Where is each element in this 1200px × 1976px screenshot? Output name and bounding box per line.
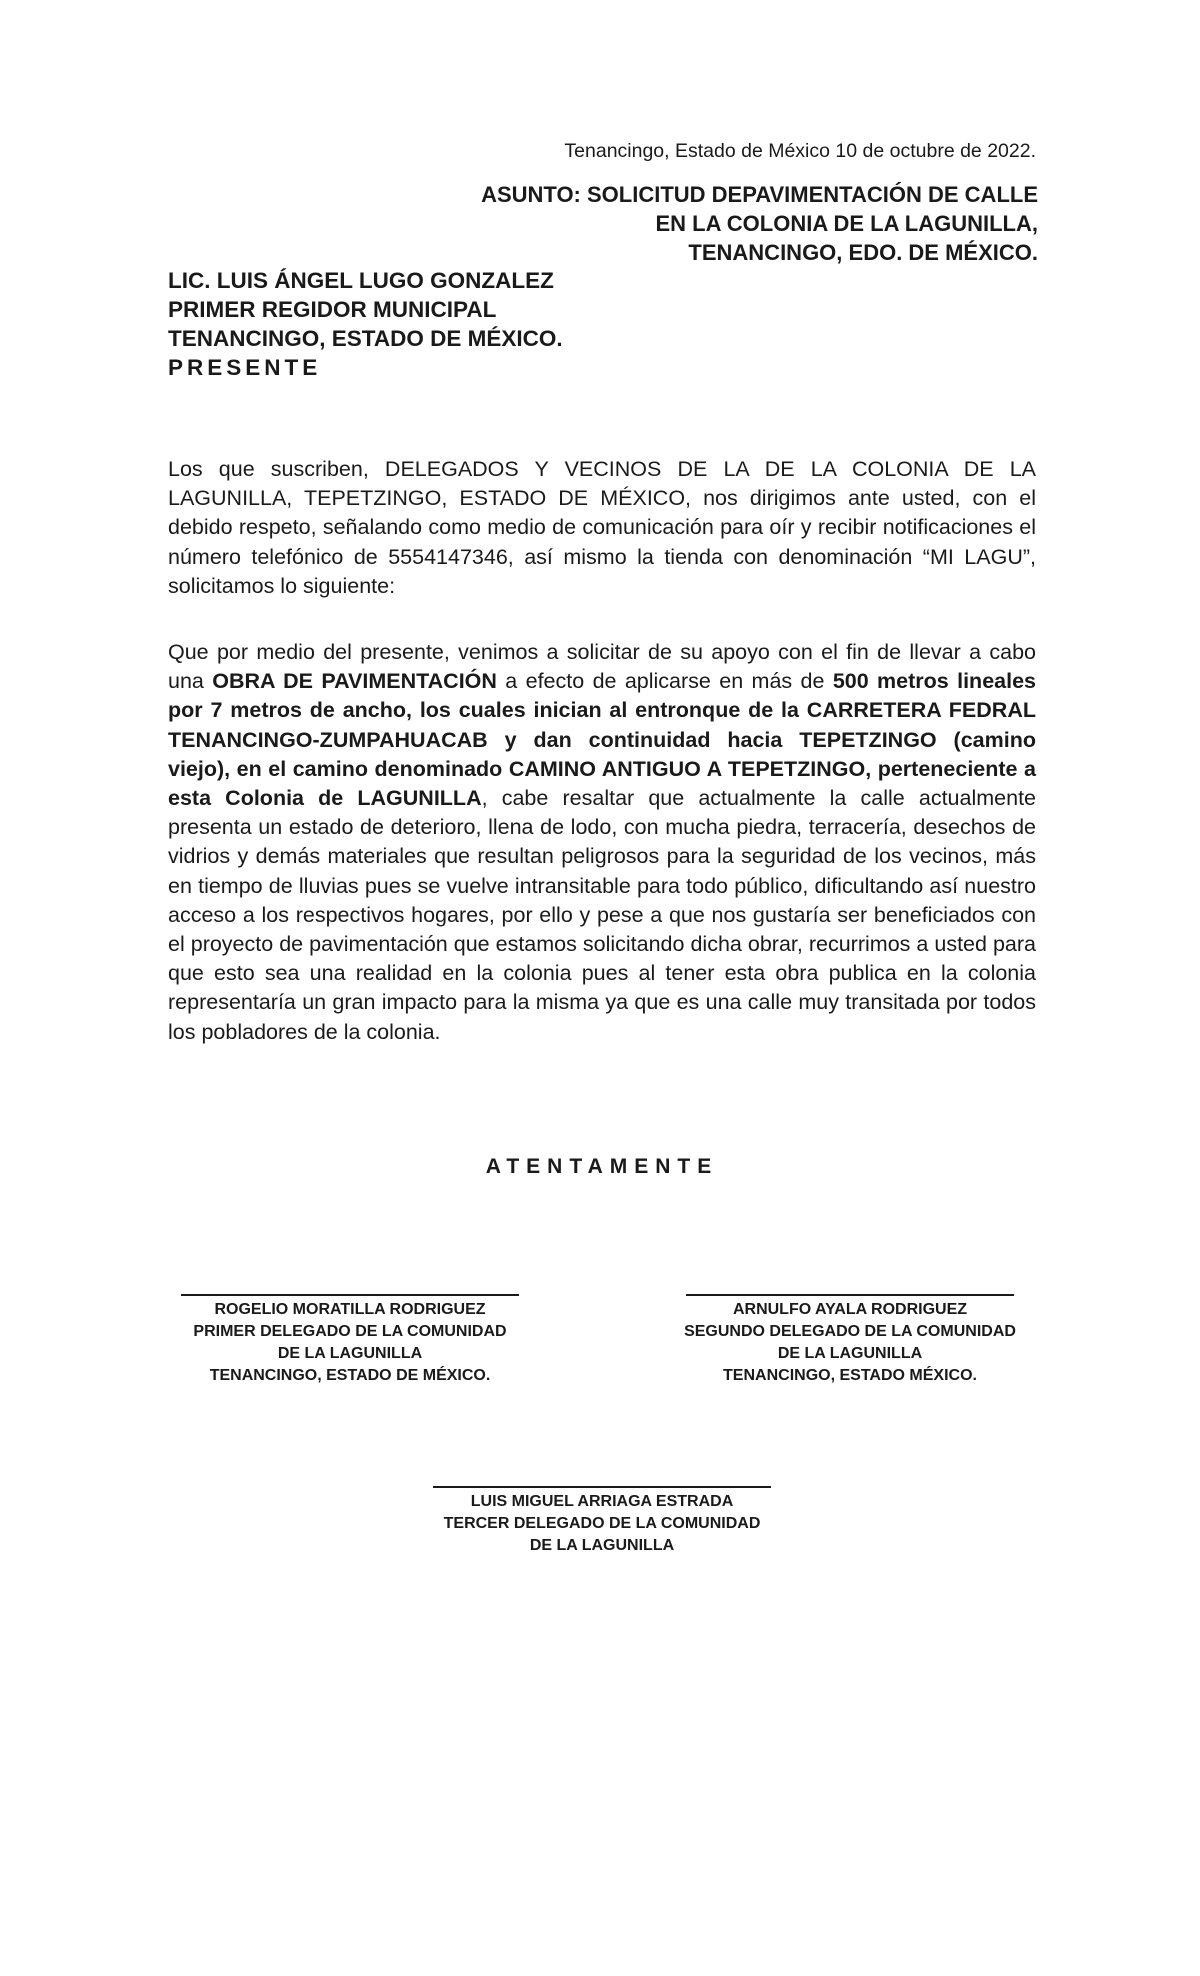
request-text-3: , cabe resaltar que actualmente la calle actualmente presenta un estado de deterioro, llena de lodo, con mucha piedra, terracería, desechos de vidrios y demás materiales que resultan peligrosos para la seguridad de los vecinos, más en tiempo de lluvias pues se vuelve intransitable para todo público, dificultando así nuestro acceso a los respectivos hogares, por ello y pese a que nos gustaría ser beneficiados con el proyecto de pavimentación que estamos solicitando dicha obrar, recurrimos a usted para que esto sea una realidad en la colonia pues al tener esta obra publica en la colonia representaría un gran impacto para la misma ya que es una calle muy transitada por todos los pobladores de la colonia. [168, 786, 1037, 1044]
signatory-name-1: ROGELIO MORATILLA RODRIGUEZ [214, 1301, 486, 1318]
signatory-role-3: TERCER DELEGADO DE LA COMUNIDAD [443, 1515, 761, 1532]
addressee-block [168, 266, 563, 382]
request-text-2: a efecto de aplicarse en más de [496, 669, 833, 694]
intro-paragraph: Los que suscriben, DELEGADOS Y VECINOS DE LA DE LA COLONIA DE LA LAGUNILLA, TEPETZINGO, ESTADO DE MÉXICO, nos dirigimos ante usted, con el debido respeto, señalando como medio de comunicación para oír y recibir notificaciones el número telefónico de 5554147346, así mismo la tienda con denominación “MI LAGU”, solicitamos lo siguiente: [168, 457, 1036, 598]
addressee-name: LIC. LUIS ÁNGEL LUGO GONZALEZ [168, 268, 554, 293]
addressee-location: TENANCINGO, ESTADO DE MÉXICO. [168, 326, 563, 351]
request-text-1: Que por medio del presente, venimos a solicitar de su apoyo con el fin de llevar a cabo una [168, 640, 1036, 694]
signature-line-2 [686, 1294, 1014, 1296]
signatory-location-1: TENANCINGO, ESTADO DE MÉXICO. [209, 1367, 491, 1384]
subject-line-3: TENANCINGO, EDO. DE MÉXICO. [688, 240, 1038, 265]
subject-line-1: ASUNTO: SOLICITUD DEPAVIMENTACIÓN DE CALLE [481, 182, 1038, 207]
request-paragraph [168, 638, 1036, 1047]
subject-block [481, 180, 1038, 267]
date-line: Tenancingo, Estado de México 10 de octubre de 2022. [564, 140, 1036, 162]
signatory-location-2: TENANCINGO, ESTADO MÉXICO. [723, 1367, 977, 1384]
signatory-role-2: SEGUNDO DELEGADO DE LA COMUNIDAD [684, 1323, 1016, 1340]
signatory-community-1: DE LA LAGUNILLA [277, 1345, 423, 1362]
signature-block-2 [650, 1294, 1050, 1387]
signature-line-1 [181, 1294, 519, 1296]
addressee-title: PRIMER REGIDOR MUNICIPAL [168, 297, 497, 322]
signatory-role-1: PRIMER DELEGADO DE LA COMUNIDAD [193, 1323, 507, 1340]
signature-block-3 [402, 1486, 802, 1557]
signatory-community-3: DE LA LAGUNILLA [529, 1537, 675, 1554]
signatory-name-2: ARNULFO AYALA RODRIGUEZ [732, 1301, 968, 1318]
signatory-name-3: LUIS MIGUEL ARRIAGA ESTRADA [470, 1493, 734, 1510]
subject-line-2: EN LA COLONIA DE LA LAGUNILLA, [655, 211, 1038, 236]
signature-line-3 [433, 1486, 771, 1488]
addressee-presente: PRESENTE [168, 355, 322, 380]
signatory-community-2: DE LA LAGUNILLA [777, 1345, 923, 1362]
request-bold-1: OBRA DE PAVIMENTACIÓN [212, 669, 497, 694]
request-bold-2: 500 metros lineales por 7 metros de ancho, los cuales inician al entronque de la CARRETERA FEDRAL TENANCINGO-ZUMPAHUACAB y dan continuidad hacia TEPETZINGO (camino viejo), en el camino denominado CAMINO ANTIGUO A TEPETZINGO, perteneciente a esta Colonia de LAGUNILLA [168, 669, 1036, 811]
signature-block-1 [150, 1294, 550, 1387]
closing-atentamente: ATENTAMENTE [485, 1155, 719, 1178]
